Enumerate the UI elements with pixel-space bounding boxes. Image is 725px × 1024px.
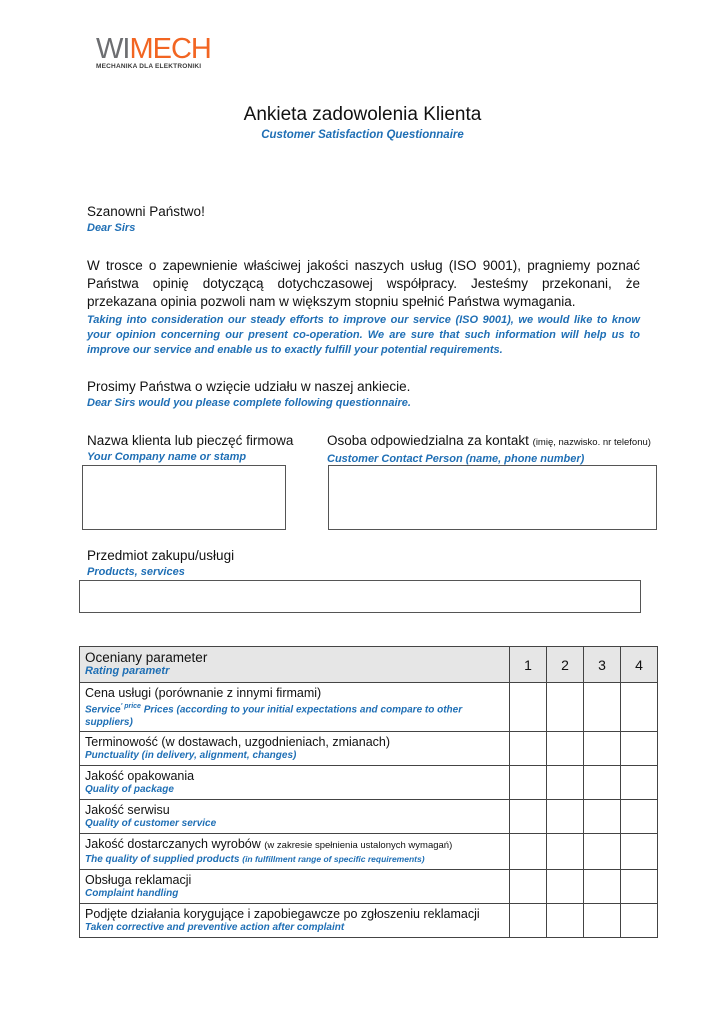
score-cell-4[interactable] [621, 732, 658, 766]
criterion-pl: Obsługa reklamacji [85, 872, 192, 887]
intro-en: Taking into consideration our steady efforts to improve our service (ISO 9001), we would like to know your opinion concerning our present co-operation. We are sure that such information will help us to improve our service and enable us to exactly fulfill your potential requirements. [87, 314, 640, 356]
company-label-en: Your Company name or stamp [87, 451, 247, 463]
score-cell-1[interactable] [510, 869, 547, 903]
score-cell-4[interactable] [621, 766, 658, 800]
criterion-cell [80, 732, 510, 766]
greeting-pl: Szanowni Państwo! [87, 204, 205, 219]
scale-header-4: 4 [621, 647, 658, 683]
criterion-cell [80, 683, 510, 732]
logo-brand-part1: WI [96, 33, 130, 65]
criterion-pl-note: (w zakresie spełnienia ustalonych wymagań) [264, 840, 453, 852]
criterion-cell [80, 834, 510, 870]
contact-input-box[interactable] [328, 465, 657, 530]
score-cell-3[interactable] [584, 766, 621, 800]
criterion-pl: Cena usługi (porównanie z innymi firmami) [85, 686, 322, 700]
scale-header-3: 3 [584, 647, 621, 683]
table-row [80, 834, 658, 870]
products-label-pl: Przedmiot zakupu/usługi [87, 548, 235, 563]
score-cell-2[interactable] [547, 766, 584, 800]
criterion-en-note: (in fulfillment range of specific requirements) [242, 854, 425, 865]
logo-wordmark [96, 33, 211, 65]
score-cell-1[interactable] [510, 834, 547, 870]
table-row [80, 903, 658, 937]
greeting-en: Dear Sirs [87, 222, 136, 234]
rating-table-header [80, 647, 658, 683]
score-cell-3[interactable] [584, 683, 621, 732]
criterion-cell [80, 800, 510, 834]
products-field-label [87, 547, 487, 579]
contact-label-en: Customer Contact Person (name, phone number) [327, 453, 585, 465]
table-row [80, 683, 658, 732]
criterion-en-sup: ' price [120, 703, 141, 710]
intro-pl: W trosce o zapewnienie właściwej jakości naszych usług (ISO 9001), pragniemy poznać Państwa opinię dotyczącą dotychczasowej współpracy. Jesteśmy przekonani, że przekazana opinia pozwoli nam w większym stopniu spełnić Państwa wymagania. [87, 258, 640, 309]
request-pl: Prosimy Państwa o wzięcie udziału w naszej ankiecie. [87, 379, 411, 394]
score-cell-4[interactable] [621, 834, 658, 870]
score-cell-3[interactable] [584, 869, 621, 903]
score-cell-3[interactable] [584, 732, 621, 766]
score-cell-1[interactable] [510, 766, 547, 800]
company-input-box[interactable] [82, 465, 286, 530]
score-cell-2[interactable] [547, 683, 584, 732]
score-cell-4[interactable] [621, 800, 658, 834]
contact-field-label [327, 432, 657, 466]
score-cell-2[interactable] [547, 834, 584, 870]
contact-label-pl: Osoba odpowiedzialna za kontakt [327, 433, 529, 448]
score-cell-2[interactable] [547, 800, 584, 834]
criterion-en: Punctuality (in delivery, alignment, changes) [85, 750, 297, 762]
score-cell-4[interactable] [621, 683, 658, 732]
rating-header-en: Rating parametr [85, 665, 170, 677]
company-field-label [87, 432, 317, 464]
criterion-pl: Podjęte działania korygujące i zapobiegawcze po zgłoszeniu reklamacji [85, 906, 480, 921]
products-label-en: Products, services [87, 566, 185, 578]
page-title: Ankieta zadowolenia Klienta [243, 104, 482, 125]
score-cell-3[interactable] [584, 834, 621, 870]
score-cell-1[interactable] [510, 903, 547, 937]
score-cell-2[interactable] [547, 869, 584, 903]
company-logo [96, 33, 211, 86]
page-subtitle: Customer Satisfaction Questionnaire [261, 129, 464, 141]
request-en: Dear Sirs would you please complete following questionnaire. [87, 397, 411, 409]
request-block [87, 378, 640, 410]
criterion-pl: Jakość dostarczanych wyrobów [85, 837, 261, 852]
criterion-cell [80, 766, 510, 800]
score-cell-4[interactable] [621, 903, 658, 937]
products-input-box[interactable] [79, 580, 641, 613]
score-cell-4[interactable] [621, 869, 658, 903]
criterion-en: Taken corrective and preventive action after complaint [85, 921, 345, 933]
rating-table [79, 646, 658, 938]
score-cell-1[interactable] [510, 683, 547, 732]
greeting-block [87, 203, 640, 235]
criterion-cell [80, 869, 510, 903]
score-cell-1[interactable] [510, 800, 547, 834]
criterion-pl: Terminowość (w dostawach, uzgodnieniach, zmianach) [85, 735, 391, 750]
criterion-pl: Jakość opakowania [85, 769, 195, 784]
contact-label-note: (imię, nazwisko. nr telefonu) [532, 437, 651, 448]
criterion-en: Quality of package [85, 784, 174, 796]
score-cell-3[interactable] [584, 800, 621, 834]
table-row [80, 732, 658, 766]
criterion-en-pre: Service [85, 704, 121, 716]
table-row [80, 800, 658, 834]
scale-header-1: 1 [510, 647, 547, 683]
score-cell-2[interactable] [547, 903, 584, 937]
criterion-en: Prices (according to your initial expectations and compare to other suppliers) [85, 704, 463, 728]
rating-header-label [80, 647, 510, 683]
score-cell-3[interactable] [584, 903, 621, 937]
score-cell-2[interactable] [547, 732, 584, 766]
scale-header-2: 2 [547, 647, 584, 683]
criterion-en: Quality of customer service [85, 818, 217, 830]
criterion-pl: Jakość serwisu [85, 803, 170, 818]
criterion-cell [80, 903, 510, 937]
score-cell-1[interactable] [510, 732, 547, 766]
rating-header-pl: Oceniany parameter [85, 650, 208, 665]
logo-tagline: MECHANIKA DLA ELEKTRONIKI [96, 63, 202, 70]
criterion-en: The quality of supplied products [85, 854, 240, 866]
logo-brand-part2: MECH [129, 33, 211, 65]
company-label-pl: Nazwa klienta lub pieczęć firmowa [87, 433, 294, 448]
criterion-en: Complaint handling [85, 887, 179, 899]
table-row [80, 766, 658, 800]
table-row [80, 869, 658, 903]
intro-block [87, 257, 640, 358]
